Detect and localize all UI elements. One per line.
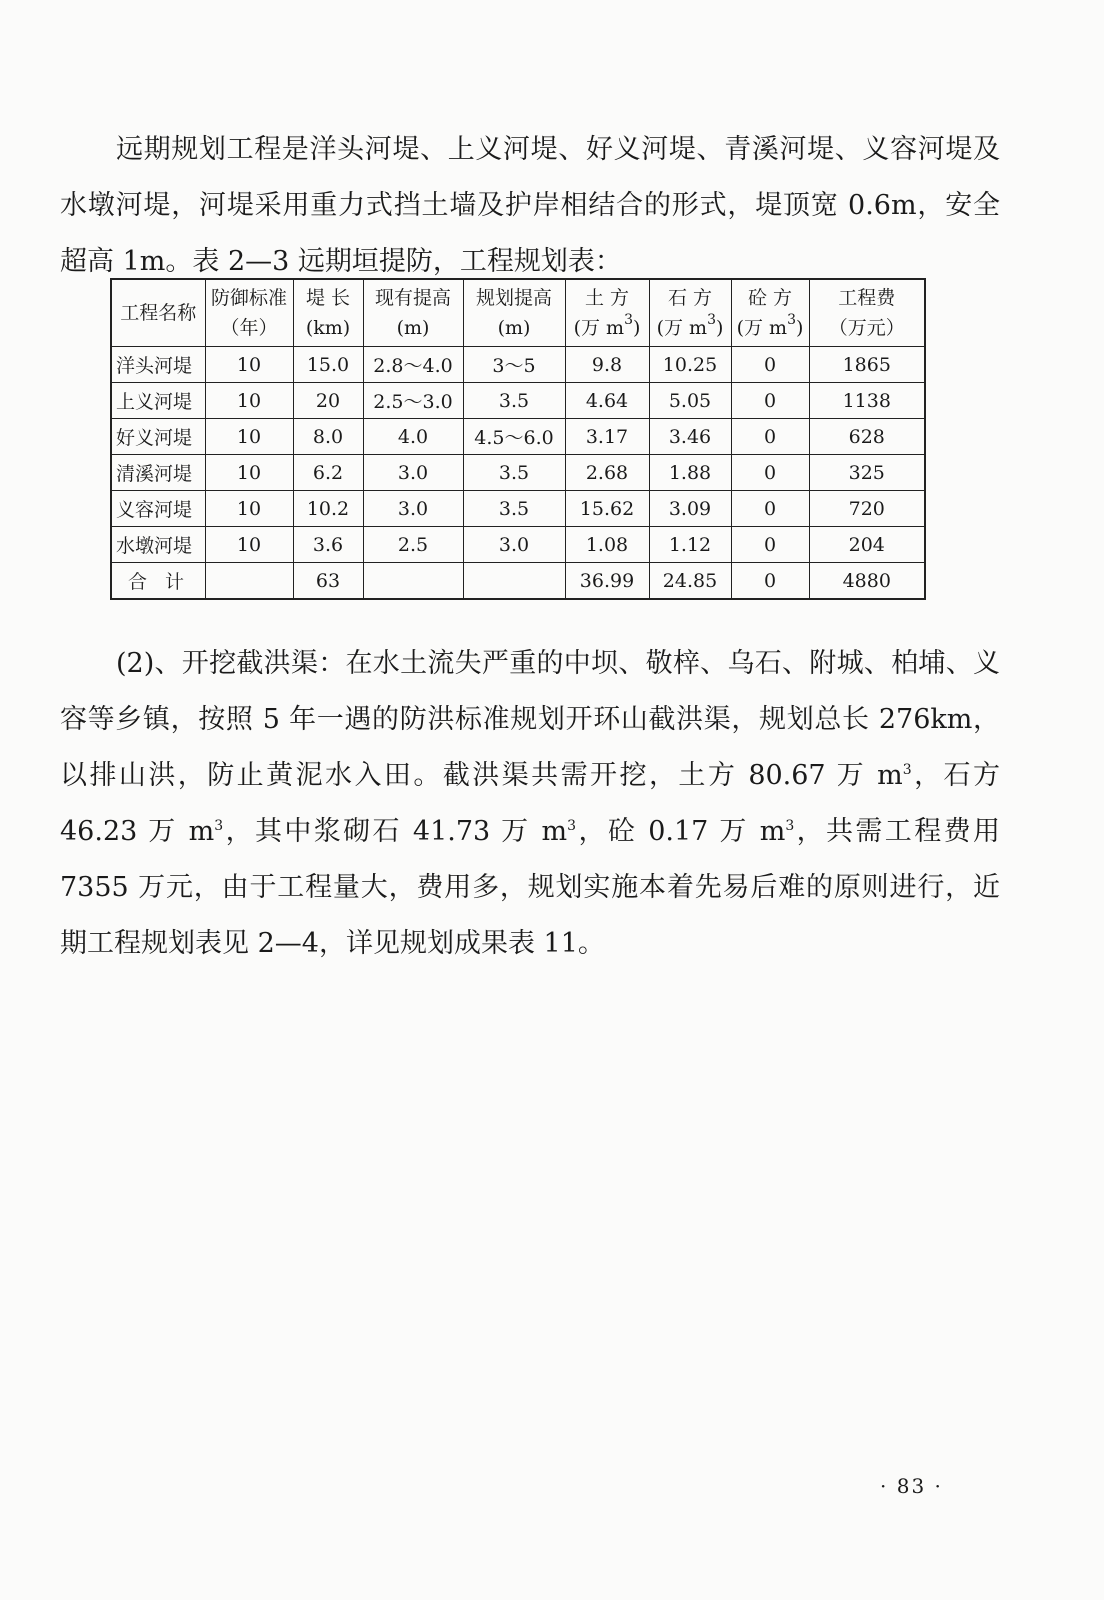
cell-levee-length: 10.2: [293, 491, 363, 527]
cell-project-name: 上义河堤: [111, 383, 205, 419]
cell-current-height: 2.5: [363, 527, 463, 563]
header-planned-height: 规划提高 (m): [463, 279, 565, 347]
cell-stonework: 3.09: [649, 491, 731, 527]
cell-earthwork: 2.68: [565, 455, 649, 491]
page-number: · 83 ·: [880, 1474, 943, 1498]
cell-planned-height: 3.5: [463, 491, 565, 527]
cell-project-cost: 1865: [809, 347, 925, 383]
cell-current-height: 3.0: [363, 491, 463, 527]
cell-defense-standard: 10: [205, 347, 293, 383]
cell-concrete: 0: [731, 383, 809, 419]
cell-levee-length: 3.6: [293, 527, 363, 563]
cell-earthwork: 1.08: [565, 527, 649, 563]
cell-levee-length: 63: [293, 563, 363, 600]
header-project-cost: 工程费 （万元）: [809, 279, 925, 347]
cell-project-name: 水墩河堤: [111, 527, 205, 563]
cell-concrete: 0: [731, 347, 809, 383]
cell-concrete: 0: [731, 563, 809, 600]
cell-concrete: 0: [731, 455, 809, 491]
table-row: [111, 419, 925, 455]
cell-earthwork: 36.99: [565, 563, 649, 600]
cell-stonework: 1.12: [649, 527, 731, 563]
cell-defense-standard: [205, 563, 293, 600]
table-row: [111, 455, 925, 491]
table-row: [111, 383, 925, 419]
cell-current-height: 2.8～4.0: [363, 347, 463, 383]
cell-earthwork: 15.62: [565, 491, 649, 527]
cell-current-height: 3.0: [363, 455, 463, 491]
cell-earthwork: 3.17: [565, 419, 649, 455]
cell-project-cost: 1138: [809, 383, 925, 419]
cell-levee-length: 6.2: [293, 455, 363, 491]
paragraph-flood-channel: (2)、开挖截洪渠：在水土流失严重的中坝、敬梓、乌石、附城、柏埔、义容等乡镇，按照 5 年一遇的防洪标准规划开环山截洪渠，规划总长 276km，以排山洪，防止黄泥水入田。截洪渠共需开挖，土方 80.67 万 $m^3$，石方 46.23 万 $m^3$，其中浆砌石 41.73 万 $m^3$，砼 0.17 万 $m^3$，共需工程费用 7355 万元，由于工程量大，费用多，规划实施本着先易后难的原则进行，近期工程规划表见 2—4，详见规划成果表 11。: [60, 648, 1000, 959]
cell-project-cost: 4880: [809, 563, 925, 600]
table-header-row: [111, 279, 925, 347]
cell-planned-height: 4.5～6.0: [463, 419, 565, 455]
header-current-height: 现有提高 (m): [363, 279, 463, 347]
cell-concrete: 0: [731, 491, 809, 527]
table-total-row: [111, 563, 925, 600]
cell-planned-height: 3.5: [463, 383, 565, 419]
cell-defense-standard: 10: [205, 455, 293, 491]
cell-defense-standard: 10: [205, 419, 293, 455]
header-concrete: 砼 方 (万 $m^3$): [731, 279, 809, 347]
cell-defense-standard: 10: [205, 383, 293, 419]
cell-levee-length: 15.0: [293, 347, 363, 383]
cell-current-height: [363, 563, 463, 600]
cell-project-cost: 628: [809, 419, 925, 455]
cell-stonework: 5.05: [649, 383, 731, 419]
cell-current-height: 4.0: [363, 419, 463, 455]
header-stonework: 石 方 (万 $m^3$): [649, 279, 731, 347]
levee-planning-table: [110, 278, 926, 600]
cell-planned-height: 3.5: [463, 455, 565, 491]
cell-concrete: 0: [731, 419, 809, 455]
cell-stonework: 24.85: [649, 563, 731, 600]
cell-earthwork: 4.64: [565, 383, 649, 419]
cell-project-cost: 325: [809, 455, 925, 491]
cell-concrete: 0: [731, 527, 809, 563]
table-row: [111, 491, 925, 527]
cell-defense-standard: 10: [205, 491, 293, 527]
header-project-name: 工程名称: [111, 279, 205, 347]
cell-planned-height: [463, 563, 565, 600]
cell-project-name: 好义河堤: [111, 419, 205, 455]
table-row: [111, 527, 925, 563]
cell-total-label: 合计: [111, 563, 205, 600]
cell-stonework: 3.46: [649, 419, 731, 455]
cell-planned-height: 3～5: [463, 347, 565, 383]
cell-defense-standard: 10: [205, 527, 293, 563]
cell-levee-length: 20: [293, 383, 363, 419]
cell-current-height: 2.5～3.0: [363, 383, 463, 419]
paragraph-long-term-plan: 远期规划工程是洋头河堤、上义河堤、好义河堤、青溪河堤、义容河堤及水墩河堤，河堤采用重力式挡土墙及护岸相结合的形式，堤顶宽 0.6m，安全超高 1m。表 2—3 远期垣提防，工程规划表：: [60, 134, 1000, 277]
table-row: [111, 347, 925, 383]
cell-planned-height: 3.0: [463, 527, 565, 563]
cell-project-name: 清溪河堤: [111, 455, 205, 491]
cell-earthwork: 9.8: [565, 347, 649, 383]
cell-levee-length: 8.0: [293, 419, 363, 455]
cell-project-cost: 204: [809, 527, 925, 563]
header-defense-standard: 防御标准 （年）: [205, 279, 293, 347]
cell-stonework: 10.25: [649, 347, 731, 383]
header-levee-length: 堤 长 (km): [293, 279, 363, 347]
cell-project-cost: 720: [809, 491, 925, 527]
cell-stonework: 1.88: [649, 455, 731, 491]
cell-project-name: 洋头河堤: [111, 347, 205, 383]
cell-project-name: 义容河堤: [111, 491, 205, 527]
header-earthwork: 土 方 (万 $m^3$): [565, 279, 649, 347]
